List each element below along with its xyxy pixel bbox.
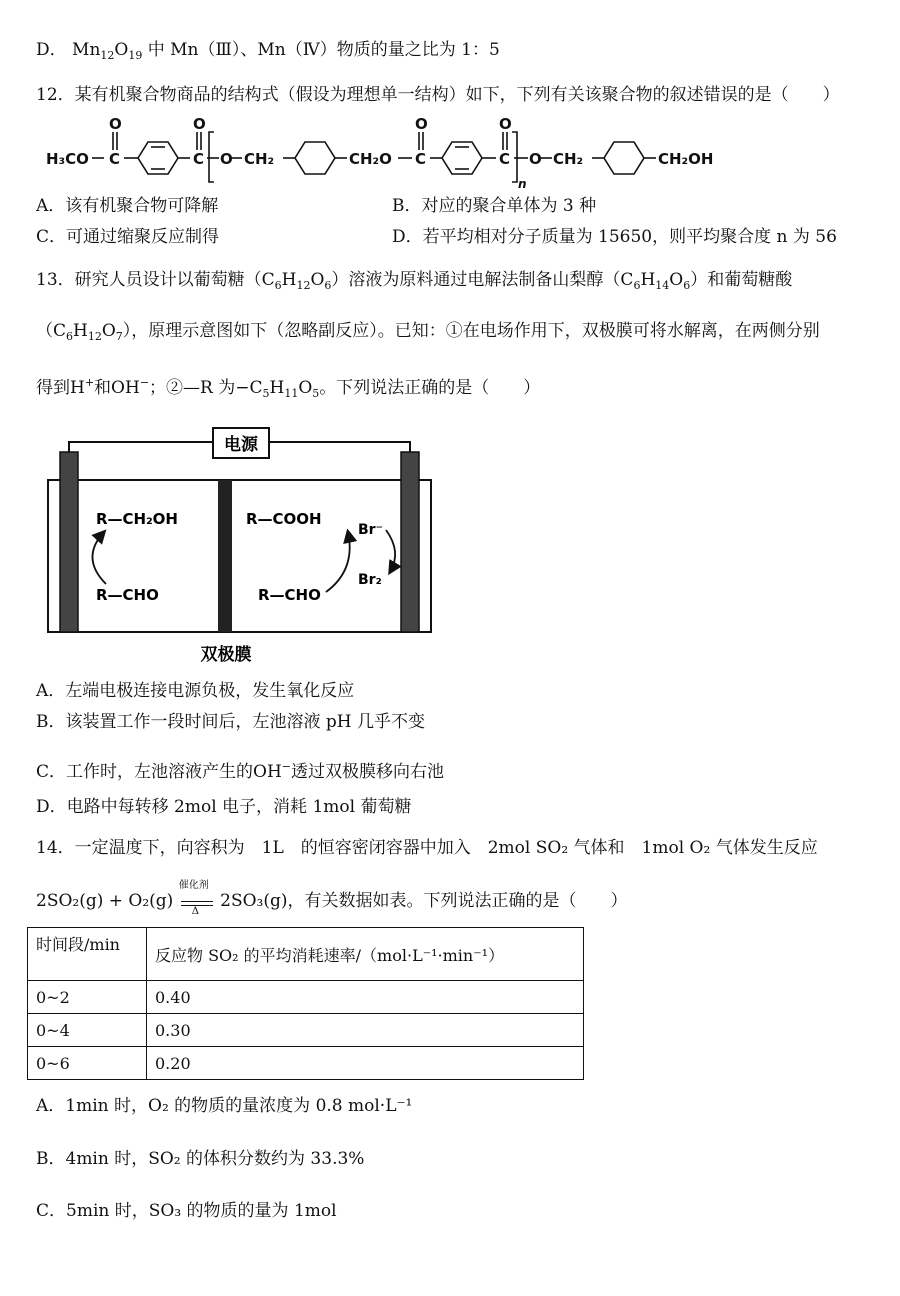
left-arrow [92,532,106,584]
struct-o1: O [109,115,122,133]
left-reactant: R—CHO [96,586,159,604]
reaction-arrow [178,879,215,917]
br-minus-label: Br⁻ [358,522,383,538]
q12-option-a: A．该有机聚合物可降解 [36,196,219,216]
header-time: 时间段/min [28,928,147,981]
power-source-label: 电源 [224,435,258,455]
table-row: 0~4 0.30 [28,1014,584,1047]
bipolar-membrane [218,480,232,632]
table-row: 0~2 0.40 [28,981,584,1014]
equation-right: 2SO₃(g) [220,891,288,911]
q14-equation-line: 2SO₂(g) + O₂(g) 催化剂 Δ 2SO₃(g)，有关数据如表。下列说法正确的是（ ） [36,879,628,917]
struct-ether-o2: O [529,150,542,168]
q14-rate-table [27,927,584,1080]
right-product: R—COOH [246,510,322,528]
table-header-row [28,928,584,981]
left-product: R—CH₂OH [96,510,178,528]
br2-label: Br₂ [358,572,382,588]
struct-left-end: H₃CO [46,150,89,168]
q12-stem: 12．某有机聚合物商品的结构式（假设为理想单一结构）如下，下列有关该聚合物的叙述错误的是（ ） [36,85,840,105]
struct-ch2o: CH₂O [349,150,392,168]
right-reactant: R—CHO [258,586,321,604]
equation-left: 2SO₂(g) + O₂(g) [36,891,174,911]
struct-ch2-2: CH₂ [553,150,584,168]
struct-ether-o1: O [220,150,233,168]
q12-polymer-structure [0,112,900,192]
q13-electrolysis-diagram [0,420,900,670]
struct-right-end: CH₂OH [658,150,714,168]
q12-option-b: B．对应的聚合单体为 3 种 [392,196,597,216]
electrolytic-tank [48,480,431,632]
struct-c1: C [109,150,121,168]
membrane-label: 双极膜 [200,645,252,665]
left-electrode [60,452,78,632]
right-electrode [401,452,419,632]
struct-c4: C [499,150,511,168]
q14-option-c: C．5min 时，SO₃ 的物质的量为 1mol [36,1201,337,1221]
q14-stem-line1: 14．一定温度下，向容积为 1L 的恒容密闭容器中加入 2mol SO₂ 气体和 1mol O₂ 气体发生反应 [36,838,818,858]
q12-option-d: D．若平均相对分子质量为 15650，则平均聚合度 n 为 56 [392,227,837,247]
struct-n: n [518,177,527,191]
table-row: 0~6 0.20 [28,1047,584,1080]
struct-c3: C [415,150,427,168]
q14-option-a: A．1min 时，O₂ 的物质的量浓度为 0.8 mol·L⁻¹ [36,1096,413,1116]
q13-stem-line1: 13．研究人员设计以葡萄糖$(C_6H_{12}O_6)$溶液为原料通过电解法制备山梨醇$(C_6H_{14}O_6)$和葡萄糖酸 [36,270,793,292]
right-arrow-down [386,530,395,572]
catalyst-label: 催化剂 [178,879,209,891]
struct-o3: O [415,115,428,133]
q13-option-a: A．左端电极连接电源负极，发生氧化反应 [36,681,355,701]
q13-stem-line2: $(C_6H_{12}O_7)$，原理示意图如下（忽略副反应）。已知：①在电场作用下，双极膜可将水解离，在两侧分别 [36,321,820,343]
struct-o2: O [193,115,206,133]
q13-stem-line3: 得到H+和OH−；②—R 为$-C_5H_{11}O_5$。下列说法正确的是（ ） [36,376,541,400]
q12-option-c: C．可通过缩聚反应制得 [36,227,220,247]
q11-option-d: D． $Mn_{12}O_{19}$ 中 Mn（Ⅲ）、Mn（Ⅳ）物质的量之比为 1：5 [36,40,500,62]
heat-label: Δ [191,905,199,917]
q13-option-b: B．该装置工作一段时间后，左池溶液 pH 几乎不变 [36,712,426,732]
struct-c2: C [193,150,205,168]
q13-option-c: C．工作时，左池溶液产生的OH−透过双极膜移向右池 [36,760,444,782]
header-rate: 反应物 SO₂ 的平均消耗速率/（mol·L⁻¹·min⁻¹） [147,928,584,981]
struct-o4: O [499,115,512,133]
q13-option-d: D．电路中每转移 2mol 电子，消耗 1mol 葡萄糖 [36,797,412,817]
struct-ch2-1: CH₂ [244,150,275,168]
right-arrow-up [326,532,350,592]
q14-option-b: B．4min 时，SO₂ 的体积分数约为 33.3% [36,1149,365,1169]
